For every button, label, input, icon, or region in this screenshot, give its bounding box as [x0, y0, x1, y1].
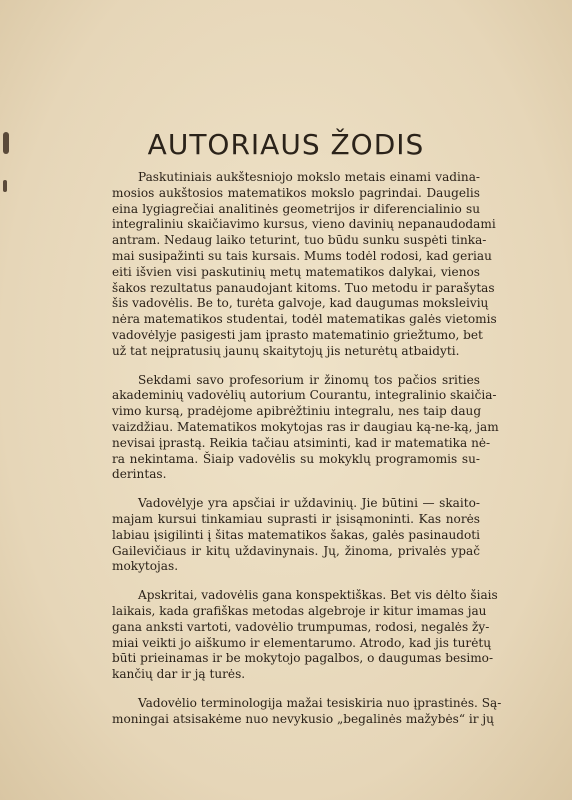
- text-line: ra nekintama. Šiaip vadovėlis su mokyklų programomis su-: [112, 451, 480, 466]
- paragraph: [112, 496, 480, 575]
- text-line: antram. Nedaug laiko teturint, tuo būdu sunku suspėti tinka-: [112, 233, 487, 248]
- text-line: vimo kursą, pradėjome apibrėžtiniu integralu, nes taip daug: [112, 404, 482, 419]
- text-line: labiau įsigilinti į šitas matematikos šakas, galės pasinaudoti: [112, 527, 480, 542]
- text-line: derintas.: [112, 467, 167, 482]
- text-line: Apskritai, vadovėlis gana konspektiškas. Bet vis dėlto šiais: [138, 588, 498, 603]
- text-line: Vadovėlio terminologija mažai tesiskiria nuo įprastinės. Są-: [138, 695, 502, 710]
- paragraph: [112, 170, 497, 360]
- text-line: Gailevičiaus ir kitų uždavinynais. Jų, žinoma, privalės ypač: [112, 543, 480, 558]
- text-line: būti prieinamas ir be mokytojo pagalbos, o daugumas besimo-: [112, 651, 494, 666]
- text-line: šakos rezultatus panaudojant kitoms. Tuo metodu ir parašytas: [112, 280, 495, 295]
- preface-text: [112, 170, 502, 741]
- paragraph: [112, 588, 498, 683]
- text-line: laikais, kada grafiškas metodas algebroje ir kitur imamas jau: [112, 603, 487, 618]
- text-line: kančių dar ir ją turės.: [112, 667, 246, 682]
- paragraph: [112, 695, 502, 728]
- text-line: už tat neįpratusių jaunų skaitytojų jis neturėtų atbaidyti.: [112, 343, 460, 358]
- text-line: moningai atsisakėme nuo nevykusio „begalinės mažybės“ ir jų: [112, 711, 494, 726]
- text-line: vadovėlyje pasigesti jam įprasto matematinio griežtumo, bet: [112, 327, 483, 342]
- text-line: akademinių vadovėlių autorium Courantu, integralinio skaičia-: [112, 388, 497, 403]
- paragraph: [112, 372, 499, 484]
- text-line: vaizdžiau. Matematikos mokytojas ras ir daugiau ką-ne-ką, jam: [112, 419, 499, 434]
- text-line: miai veikti jo aiškumo ir elementarumo. Atrodo, kad jis turėtų: [112, 635, 492, 650]
- text-line: Paskutiniais aukštesniojo mokslo metais einami vadina-: [138, 170, 480, 184]
- text-line: Vadovėlyje yra apsčiai ir uždavinių. Jie būtini — skaito-: [138, 496, 480, 511]
- text-line: Sekdami savo profesorium ir žinomų tos pačios srities: [138, 372, 480, 387]
- text-line: majam kursui tinkamiau suprasti ir įsisąmoninti. Kas norės: [112, 511, 480, 526]
- text-line: mokytojas.: [112, 559, 179, 574]
- text-line: eiti išvien visi paskutinių metų matematikos dalykai, vienos: [112, 264, 480, 279]
- text-line: integraliniu skaičiavimo kursus, vieno davinių nepanaudodami: [112, 217, 496, 232]
- binding-mark-bottom: [3, 180, 7, 192]
- text-line: mosios aukštosios matematikos mokslo pagrindai. Daugelis: [112, 185, 480, 200]
- text-line: mai susipažinti su tais kursais. Mums todėl rodosi, kad geriau: [112, 248, 492, 263]
- page-title: AUTORIAUS ŽODIS: [147, 128, 425, 161]
- text-line: gana anksti vartoti, vadovėlio trumpumas, rodosi, negalės žy-: [112, 619, 490, 634]
- text-line: nėra matematikos studentai, todėl matematikas galės vietomis: [112, 312, 497, 327]
- text-line: šis vadovėlis. Be to, turėta galvoje, kad daugumas moksleivių: [112, 296, 489, 311]
- text-line: eina lygiagrečiai analitinės geometrijos ir diferencialinio su: [112, 201, 480, 216]
- text-line: nevisai įprastą. Reikia tačiau atsiminti, kad ir matematika nė-: [112, 435, 491, 450]
